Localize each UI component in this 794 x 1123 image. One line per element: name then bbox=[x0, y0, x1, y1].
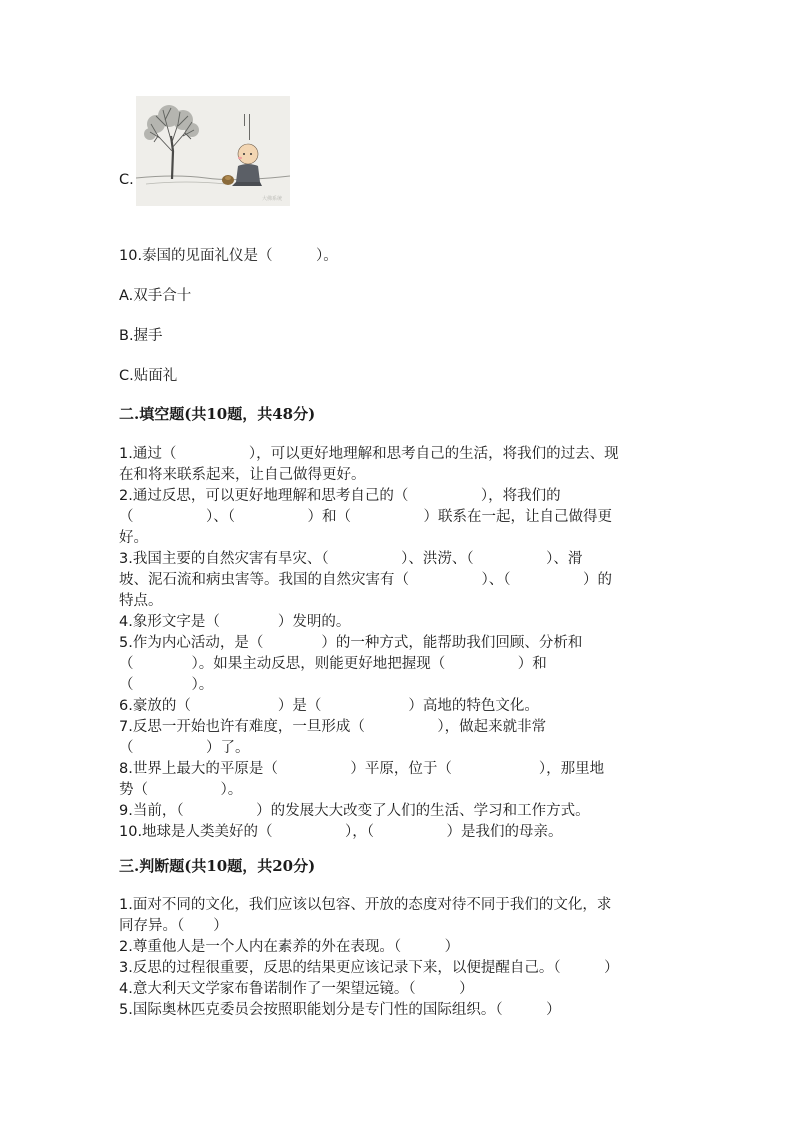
s2-line: 5.作为内心活动，是（ ）的一种方式，能帮助我们回顾、分析和 bbox=[119, 635, 583, 651]
s2-line: 特点。 bbox=[119, 593, 163, 609]
s2-line: （ ）了。 bbox=[119, 740, 250, 756]
s2-line: 在和将来联系起来，让自己做得更好。 bbox=[119, 467, 366, 483]
section-3-title: 三.判断题(共10题，共20分) bbox=[119, 857, 316, 875]
s3-line: 2.尊重他人是一个人内在素养的外在表现。（ ） bbox=[119, 939, 460, 955]
s2-line: 4.象形文字是（ ）发明的。 bbox=[119, 614, 351, 630]
s2-line: 10.地球是人类美好的（ ），（ ）是我们的母亲。 bbox=[119, 824, 563, 840]
s3-line: 5.国际奥林匹克委员会按照职能划分是专门性的国际组织。（ ） bbox=[119, 1002, 561, 1018]
s2-line: 6.豪放的（ ）是（ ）高地的特色文化。 bbox=[119, 698, 539, 714]
watermark-text: 大佛系统 bbox=[262, 196, 283, 202]
option-c-label: C. bbox=[119, 172, 134, 188]
illustration-image bbox=[136, 96, 290, 206]
option-a: A.双手合十 bbox=[119, 288, 192, 304]
s2-line: 2.通过反思，可以更好地理解和思考自己的（ ），将我们的 bbox=[119, 488, 561, 504]
section-2-body bbox=[119, 444, 619, 843]
section-3-body bbox=[119, 895, 619, 1021]
option-b: B.握手 bbox=[119, 328, 163, 344]
option-c: C.贴面礼 bbox=[119, 368, 178, 384]
s2-line: 1.通过（ ），可以更好地理解和思考自己的生活，将我们的过去、现 bbox=[119, 446, 619, 462]
s2-line: （ ）、（ ）和（ ）联系在一起，让自己做得更 bbox=[119, 509, 612, 525]
s2-line: （ ）。如果主动反思，则能更好地把握现（ ）和 bbox=[119, 656, 547, 672]
s2-line: 9.当前，（ ）的发展大大改变了人们的生活、学习和工作方式。 bbox=[119, 803, 590, 819]
s2-line: 好。 bbox=[119, 530, 148, 546]
s2-line: 8.世界上最大的平原是（ ）平原，位于（ ），那里地 bbox=[119, 761, 605, 777]
s2-line: （ ）。 bbox=[119, 677, 214, 693]
s3-line: 同存异。（ ） bbox=[119, 918, 228, 934]
s2-line: 坡、泥石流和病虫害等。我国的自然灾害有（ ）、（ ）的 bbox=[119, 572, 612, 588]
tree-monk-illustration bbox=[136, 96, 290, 206]
section-2-title: 二.填空题(共10题，共48分) bbox=[119, 405, 316, 423]
question-10: 10.泰国的见面礼仪是（ ）。 bbox=[119, 248, 338, 264]
s3-line: 3.反思的过程很重要，反思的结果更应该记录下来，以便提醒自己。（ ） bbox=[119, 960, 619, 976]
s2-line: 势（ ）。 bbox=[119, 782, 243, 798]
s3-line: 1.面对不同的文化，我们应该以包容、开放的态度对待不同于我们的文化，求 bbox=[119, 897, 612, 913]
s2-line: 7.反思一开始也许有难度，一旦形成（ ），做起来就非常 bbox=[119, 719, 547, 735]
s3-line: 4.意大利天文学家布鲁诺制作了一架望远镜。（ ） bbox=[119, 981, 474, 997]
s2-line: 3.我国主要的自然灾害有旱灾、（ ）、洪涝、（ ）、滑 bbox=[119, 551, 583, 567]
